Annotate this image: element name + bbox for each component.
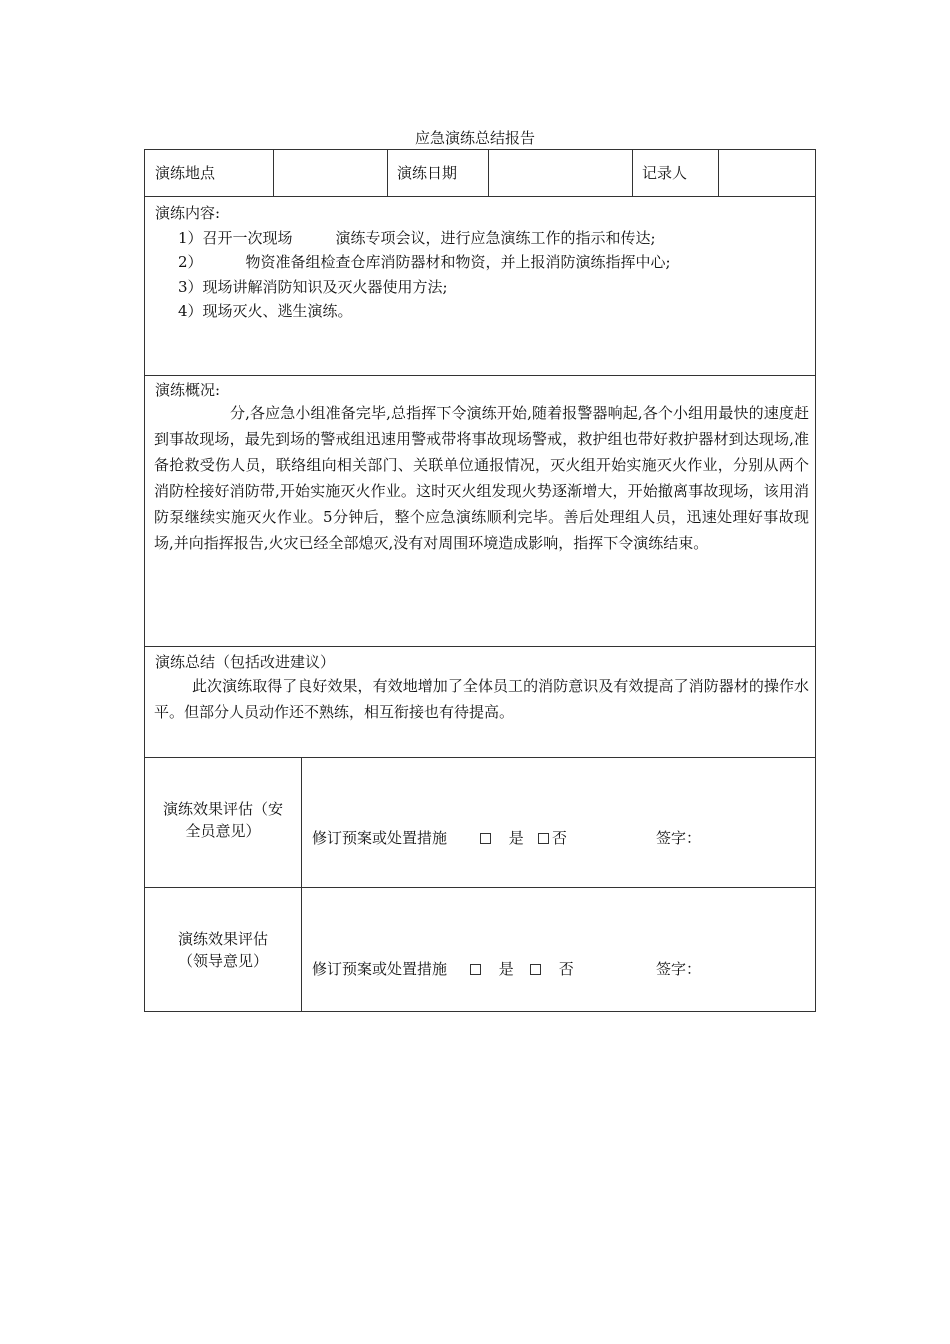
checkbox-no[interactable] xyxy=(530,964,541,975)
content-item: 4）现场灭火、逃生演练。 xyxy=(178,302,353,320)
content-heading: 演练内容: xyxy=(155,204,221,222)
overview-text: 分,各应急小组准备完毕,总指挥下令演练开始,随着报警器响起,各个小组用最快的速度赶到事故现场，最先到场的警戒组迅速用警戒带将事故现场警戒，救护组也带好救护器材到达现场,准备抢救受伤人员，联络组向相关部门、关联单位通报情况，灭火组开始实施灭火作业，分别从两个消防栓接好消防带,开始实施灭火作业。这时灭火组发现火势逐渐增大，开始撤离事故现场，该用消防泵继续实施灭火作业。5分钟后，整个应急演练顺利完毕。善后处理组人员，迅速处理好事故现场,并向指挥报告,火灾已经全部熄灭,没有对周围环境造成影响，指挥下令演练结束。 xyxy=(154,404,809,552)
page-title: 应急演练总结报告 xyxy=(414,129,535,147)
signature-label: 签字： xyxy=(656,829,702,847)
checkbox-no[interactable] xyxy=(538,833,549,844)
signature-label: 签字： xyxy=(656,960,702,978)
evaluation-label: 演练效果评估（安 全员意见） xyxy=(162,800,283,840)
evaluation-label: 演练效果评估 （领导意见） xyxy=(177,930,268,970)
revise-question: 修订预案或处置措施 xyxy=(312,960,448,978)
summary-text: 此次演练取得了良好效果，有效地增加了全体员工的消防意识及有效提高了消防器材的操作水平。但部分人员动作还不熟练，相互衔接也有待提高。 xyxy=(154,677,809,721)
option-yes[interactable]: 是 xyxy=(470,958,514,979)
date-label: 演练日期 xyxy=(397,164,458,182)
recorder-label: 记录人 xyxy=(642,164,688,182)
checkbox-yes[interactable] xyxy=(480,833,491,844)
content-item: 3）现场讲解消防知识及灭火器使用方法; xyxy=(178,278,448,296)
content-item: 1）召开一次现场 演练专项会议，进行应急演练工作的指示和传达; xyxy=(178,229,656,247)
content-item: 2） 物资准备组检查仓库消防器材和物资，并上报消防演练指挥中心; xyxy=(178,253,671,271)
option-no[interactable]: 否 xyxy=(538,827,567,848)
revise-question: 修订预案或处置措施 xyxy=(312,829,448,847)
option-yes[interactable]: 是 xyxy=(480,827,524,848)
location-label: 演练地点 xyxy=(155,164,216,182)
overview-heading: 演练概况: xyxy=(155,381,221,399)
summary-heading: 演练总结（包括改进建议） xyxy=(155,653,336,671)
option-no[interactable]: 否 xyxy=(530,958,574,979)
checkbox-yes[interactable] xyxy=(470,964,481,975)
header-row xyxy=(144,149,816,197)
